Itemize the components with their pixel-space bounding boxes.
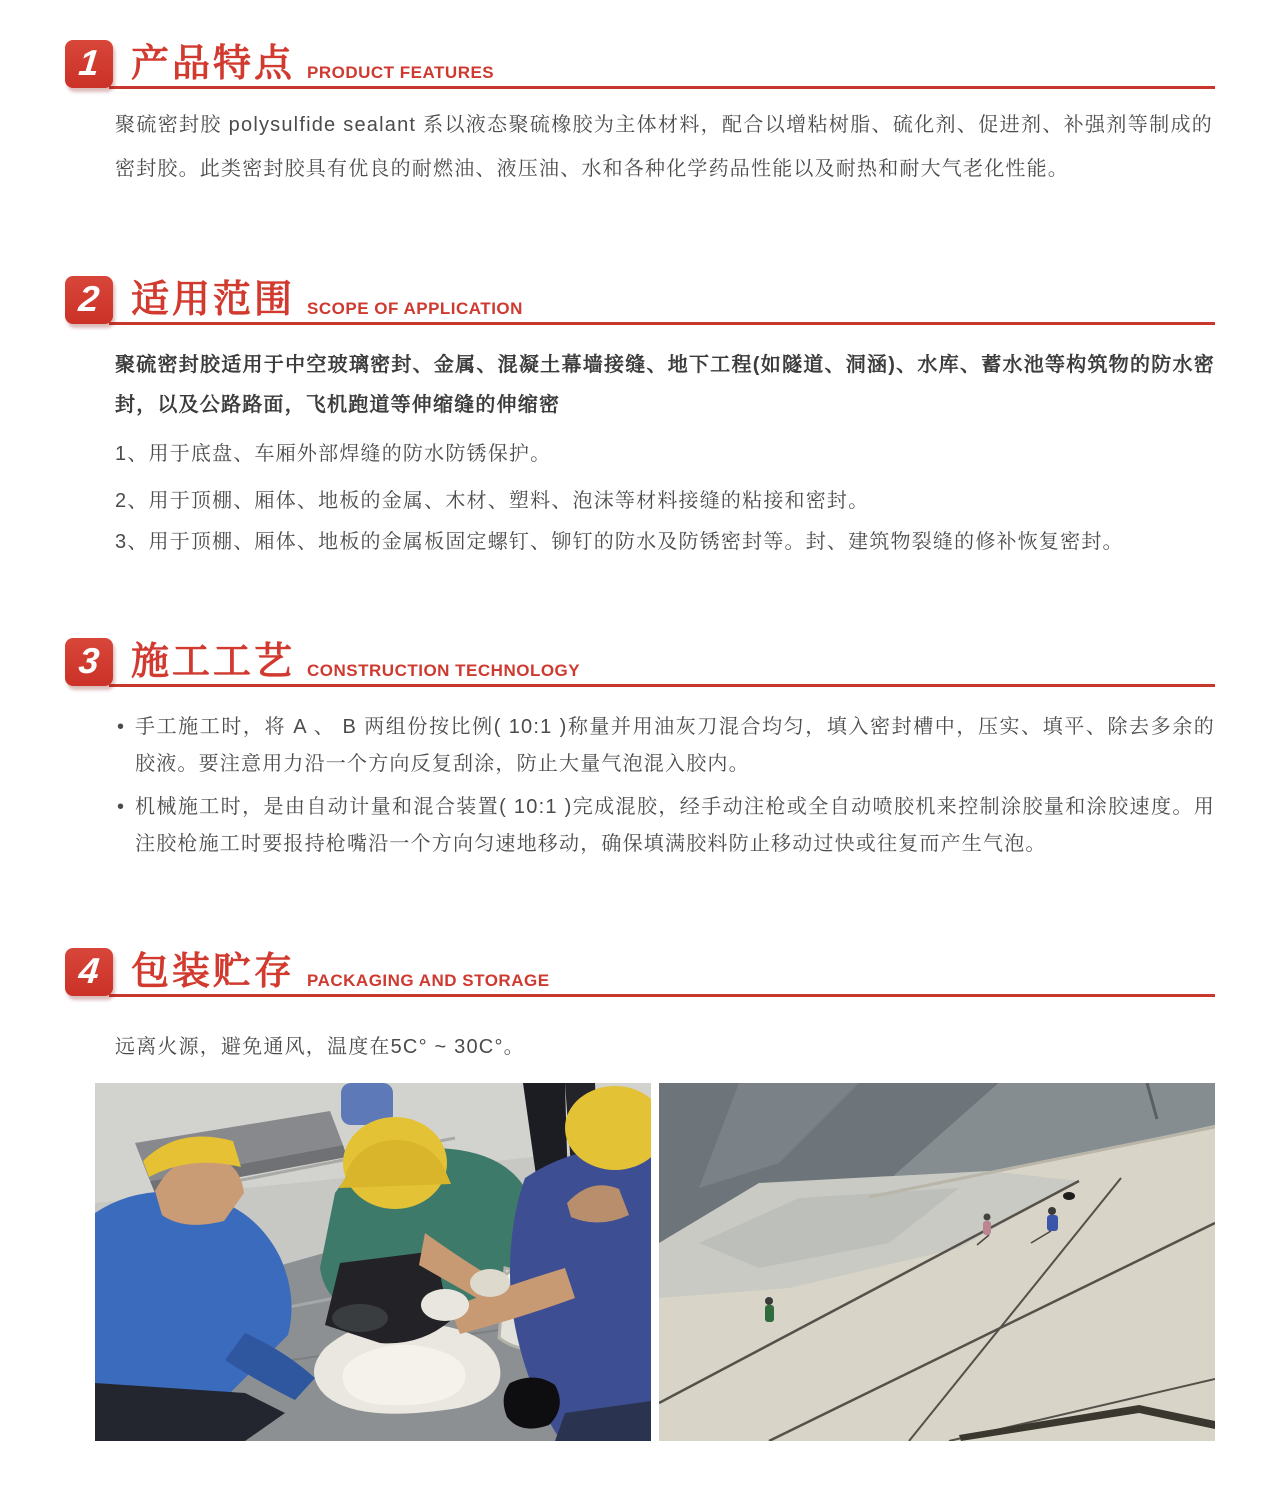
section-1-paragraph: 聚硫密封胶 polysulfide sealant 系以液态聚硫橡胶为主体材料，配合以增粘树脂、硫化剂、促进剂、补强剂等制成的密封胶。此类密封胶具有优良的耐燃油、液压油、水和各种化学药品性能以及耐热和耐大气老化性能。 xyxy=(115,114,1213,180)
section-4-number-badge xyxy=(65,948,113,996)
bullet-text: 手工施工时，将 A 、 B 两组份按比例( 10:1 )称量并用油灰刀混合均匀，填入密封槽中，压实、填平、除去多余的胶液。要注意用力沿一个方向反复刮涂，防止大量气泡混入胶内。 xyxy=(135,716,1215,775)
bullet-item xyxy=(117,709,1215,783)
bullet-dot: • xyxy=(117,796,126,818)
section-4-paragraph: 远离火源，避免通风，温度在5C° ~ 30C°。 xyxy=(115,1036,525,1058)
photo-right-illustration xyxy=(659,1083,1215,1441)
section-2-number-badge xyxy=(65,276,113,324)
page-content xyxy=(65,0,1215,1507)
bullet-item xyxy=(117,789,1215,863)
list-item: 2、用于顶棚、厢体、地板的金属、木材、塑料、泡沫等材料接缝的粘接和密封。 xyxy=(115,490,870,512)
section-2-title-zh: 适用范围 xyxy=(131,279,296,321)
section-4-title-en: PACKAGING AND STORAGE xyxy=(307,971,550,990)
bullet-dot: • xyxy=(117,716,126,738)
section-2-title-en: SCOPE OF APPLICATION xyxy=(307,299,523,318)
section-3-header xyxy=(65,638,1215,687)
list-item: 3、用于顶棚、厢体、地板的金属板固定螺钉、铆钉的防水及防锈密封等。封、建筑物裂缝的修补恢复密封。 xyxy=(115,531,1124,553)
photo-row xyxy=(95,1083,1215,1441)
section-4-title-bar xyxy=(109,948,1215,997)
photo-left-illustration xyxy=(95,1083,651,1441)
list-item: 1、用于底盘、车厢外部焊缝的防水防锈保护。 xyxy=(115,443,552,465)
section-2-title-bar xyxy=(109,276,1215,325)
bullet-text: 机械施工时，是由自动计量和混合装置( 10:1 )完成混胶，经手动注枪或全自动喷胶机来控制涂胶量和涂胶速度。用注胶枪施工时要报持枪嘴沿一个方向匀速地移动，确保填满胶料防止移动过快或往复而产生气泡。 xyxy=(135,796,1215,855)
section-4-header xyxy=(65,948,1215,997)
section-1-number-badge xyxy=(65,40,113,88)
section-2-numbered-list xyxy=(65,439,1215,558)
section-3-title-zh: 施工工艺 xyxy=(131,641,296,683)
section-1-number: 1 xyxy=(76,42,102,83)
section-3-title-en: CONSTRUCTION TECHNOLOGY xyxy=(307,661,581,680)
section-2-lead-paragraph: 聚硫密封胶适用于中空玻璃密封、金属、混凝土幕墙接缝、地下工程(如隧道、洞涵)、水库、蓄水池等构筑物的防水密封，以及公路路面，飞机跑道等伸缩缝的伸缩密 xyxy=(115,354,1215,416)
section-3-number: 3 xyxy=(76,640,102,681)
section-3-title-bar xyxy=(109,638,1215,687)
section-packaging-and-storage xyxy=(65,948,1215,1063)
section-3-number-badge xyxy=(65,638,113,686)
dam-slope-joint-sealing-photo xyxy=(659,1083,1215,1441)
section-1-title-bar xyxy=(109,40,1215,89)
section-1-title-en: PRODUCT FEATURES xyxy=(307,63,495,82)
section-4-number: 4 xyxy=(76,950,102,991)
section-1-title-zh: 产品特点 xyxy=(131,43,296,85)
construction-workers-mixing-sealant-photo xyxy=(95,1083,651,1441)
section-1-header xyxy=(65,40,1215,89)
section-2-header xyxy=(65,276,1215,325)
section-4-title-zh: 包装贮存 xyxy=(131,951,296,993)
section-construction-technology xyxy=(65,638,1215,863)
section-3-bullet-list xyxy=(65,709,1215,863)
section-2-number: 2 xyxy=(76,278,102,319)
section-product-features xyxy=(65,40,1215,191)
section-scope-of-application xyxy=(65,276,1215,558)
